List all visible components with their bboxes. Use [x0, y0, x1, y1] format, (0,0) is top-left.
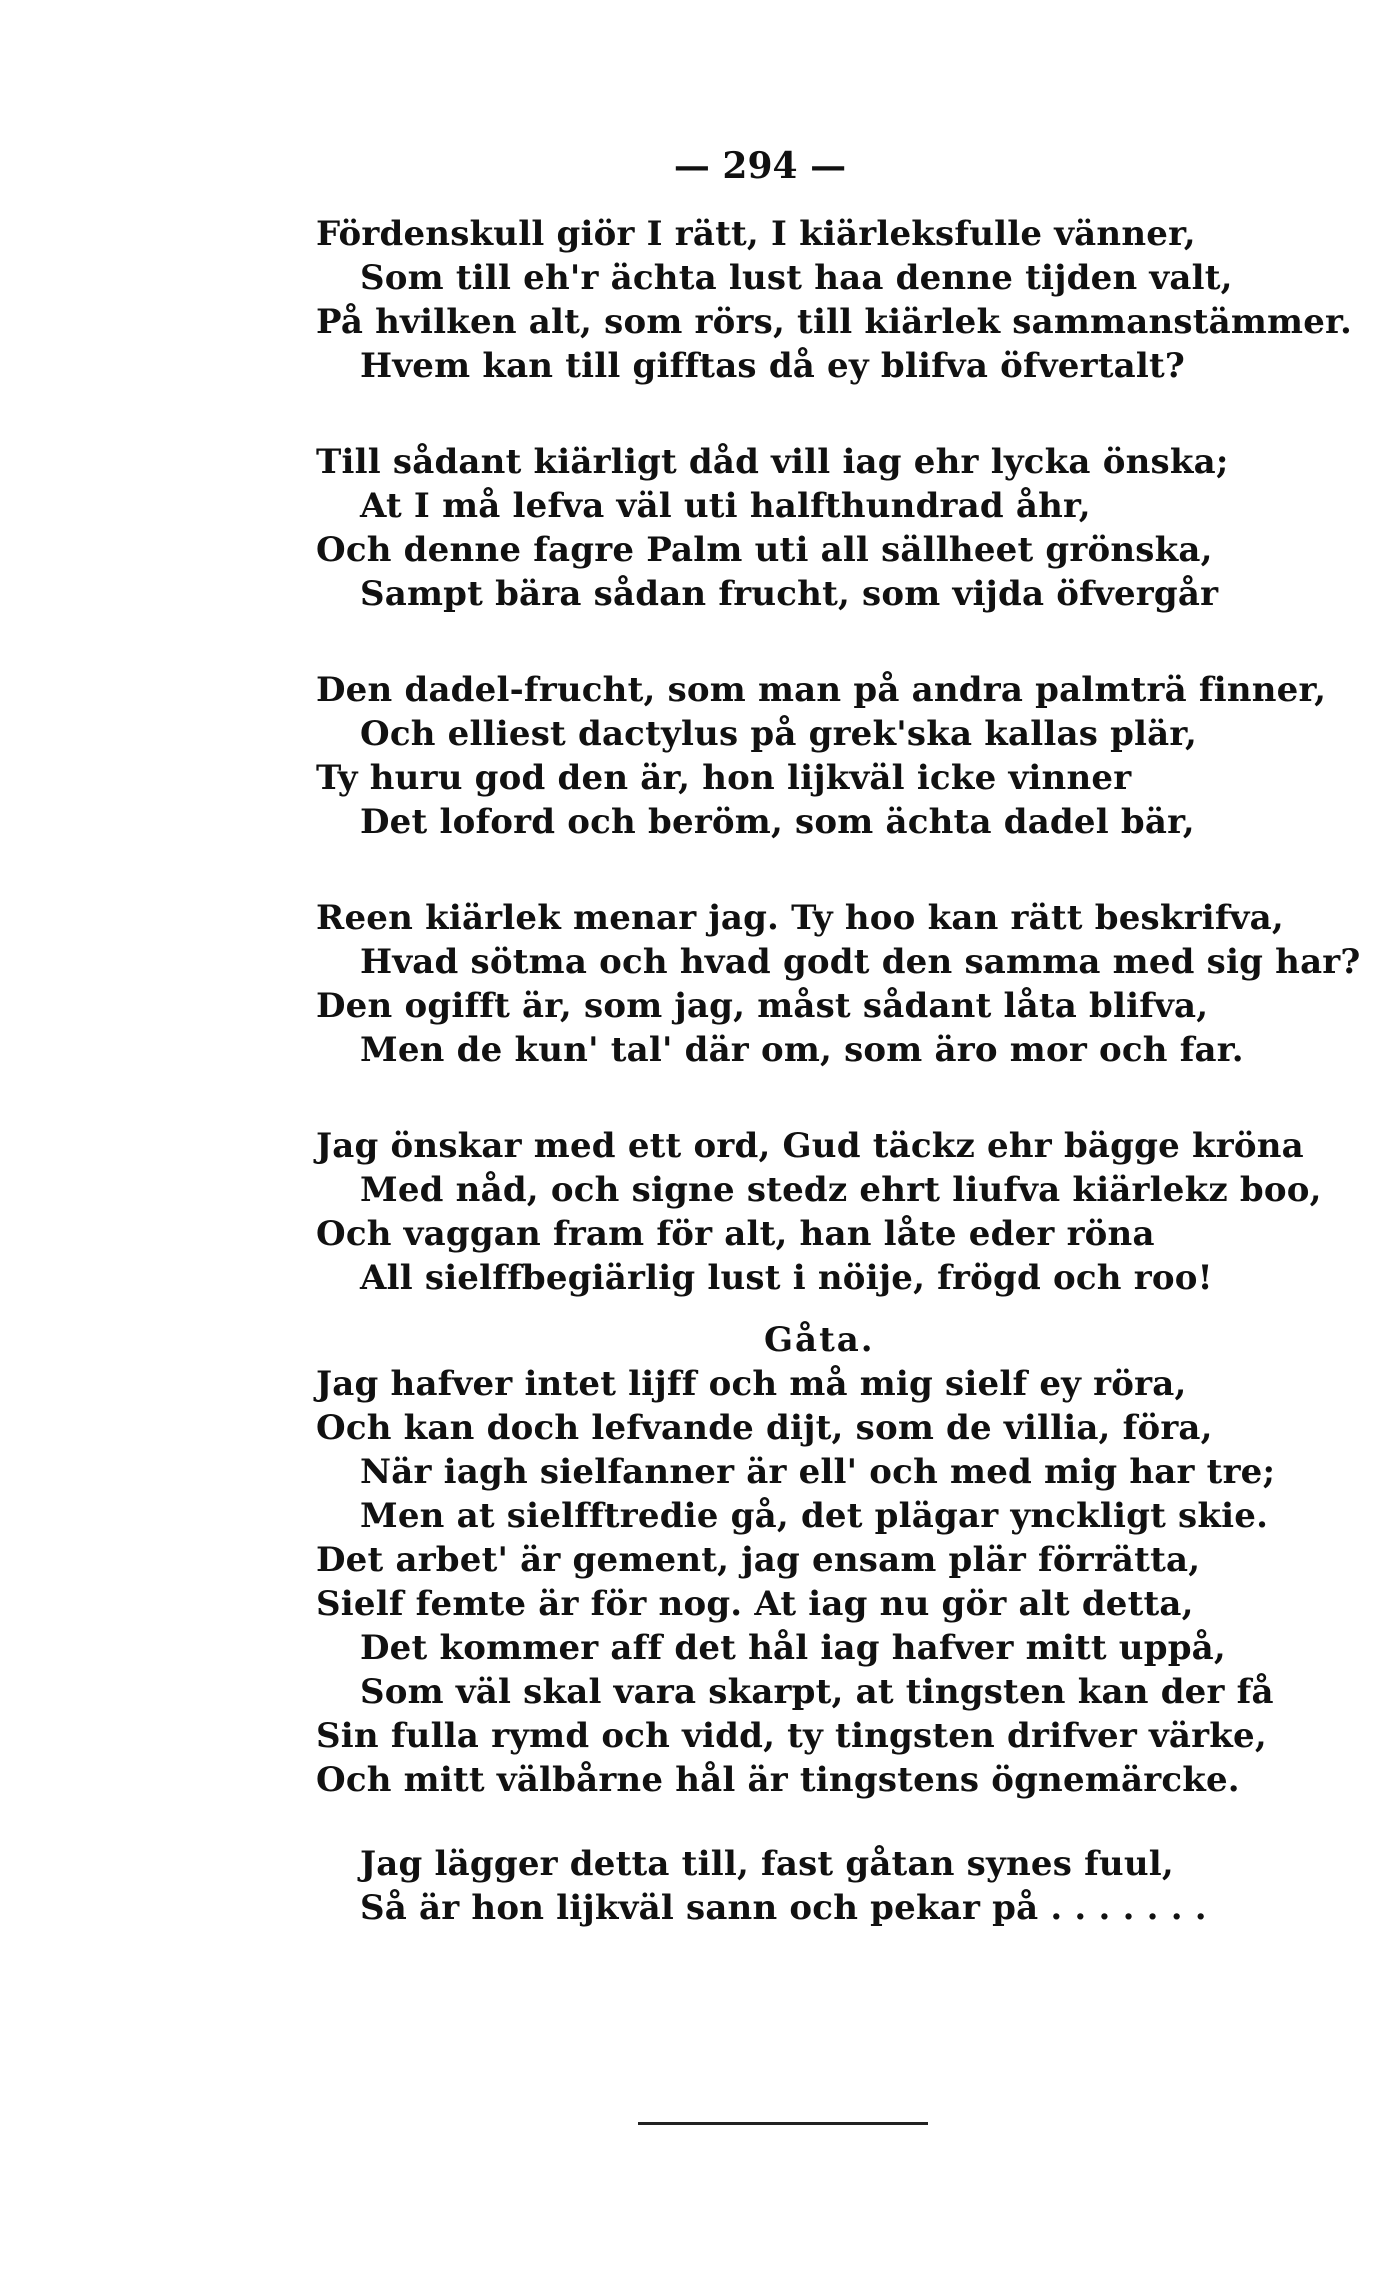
poem-line: Till sådant kiärligt dåd vill iag ehr lycka önska;	[316, 442, 1229, 482]
poem-line: Sampt bära sådan frucht, som vijda öfvergår	[360, 574, 1219, 614]
stanza-5	[316, 1124, 1322, 1300]
poem-line: Och denne fagre Palm uti all sällheet grönska,	[316, 530, 1213, 570]
poem-line: Men de kun' tal' där om, som äro mor och far.	[360, 1030, 1244, 1070]
poem-line: Och vaggan fram för alt, han låte eder röna	[316, 1214, 1155, 1254]
poem-line: Det loford och beröm, som ächta dadel bär,	[360, 802, 1195, 842]
stanza-2	[316, 440, 1316, 616]
poem-line: Den dadel-frucht, som man på andra palmträ finner,	[316, 670, 1327, 710]
poem-line: Jag önskar med ett ord, Gud täckz ehr bägge kröna	[316, 1126, 1304, 1166]
poem-line: Reen kiärlek menar jag. Ty hoo kan rätt beskrifva,	[316, 898, 1284, 938]
poem-line: Ty huru god den är, hon lijkväl icke vinner	[316, 758, 1132, 798]
riddle-stanza	[316, 1362, 1316, 1802]
riddle-line: Sin fulla rymd och vidd, ty tingsten drifver värke,	[316, 1716, 1267, 1756]
riddle-line: När iagh sielfanner är ell' och med mig har tre;	[360, 1452, 1276, 1492]
riddle-closing-line: Så är hon lijkväl sann och pekar på . . . . . . .	[360, 1888, 1207, 1928]
riddle-closing	[316, 1842, 1316, 1930]
riddle-line: Sielf femte är för nog. At iag nu gör alt detta,	[316, 1584, 1194, 1624]
riddle-line: Det kommer aff det hål iag hafver mitt uppå,	[360, 1628, 1226, 1668]
poem-line: Som till eh'r ächta lust haa denne tijden valt,	[360, 258, 1233, 298]
riddle-line: Och kan doch lefvande dijt, som de villia, föra,	[316, 1408, 1213, 1448]
riddle-title: Gåta.	[764, 1320, 875, 1360]
poem-line: Med nåd, och signe stedz ehrt liufva kiärlekz boo,	[360, 1170, 1322, 1210]
poem-body	[316, 212, 1361, 1982]
poem-line: Och elliest dactylus på grek'ska kallas plär,	[360, 714, 1198, 754]
riddle-line: Men at sielfftredie gå, det plägar ynckligt skie.	[360, 1496, 1269, 1536]
poem-line: Fördenskull giör I rätt, I kiärleksfulle vänner,	[316, 214, 1196, 254]
end-rule	[638, 2122, 928, 2125]
poem-line: Den ogifft är, som jag, måst sådant låta blifva,	[316, 986, 1209, 1026]
poem-line: All sielffbegiärlig lust i nöije, frögd och roo!	[360, 1258, 1213, 1298]
riddle-line: Det arbet' är gement, jag ensam plär förrätta,	[316, 1540, 1201, 1580]
page-number: — 294 —	[673, 145, 847, 187]
riddle-line: Som väl skal vara skarpt, at tingsten kan der få	[360, 1672, 1274, 1712]
riddle-line: Jag hafver intet lijff och må mig sielf ey röra,	[316, 1364, 1187, 1404]
riddle-closing-line: Jag lägger detta till, fast gåtan synes fuul,	[360, 1844, 1174, 1884]
stanza-1	[316, 212, 1353, 388]
stanza-3	[316, 668, 1327, 844]
poem-line: At I må lefva väl uti halfthundrad åhr,	[360, 486, 1091, 526]
stanza-4	[316, 896, 1361, 1072]
poem-line: På hvilken alt, som rörs, till kiärlek sammanstämmer.	[316, 302, 1353, 342]
poem-line: Hvad sötma och hvad godt den samma med sig har?	[360, 942, 1361, 982]
poem-line: Hvem kan till gifftas då ey blifva öfvertalt?	[360, 346, 1186, 386]
riddle-line: Och mitt välbårne hål är tingstens ögnemärcke.	[316, 1760, 1240, 1800]
